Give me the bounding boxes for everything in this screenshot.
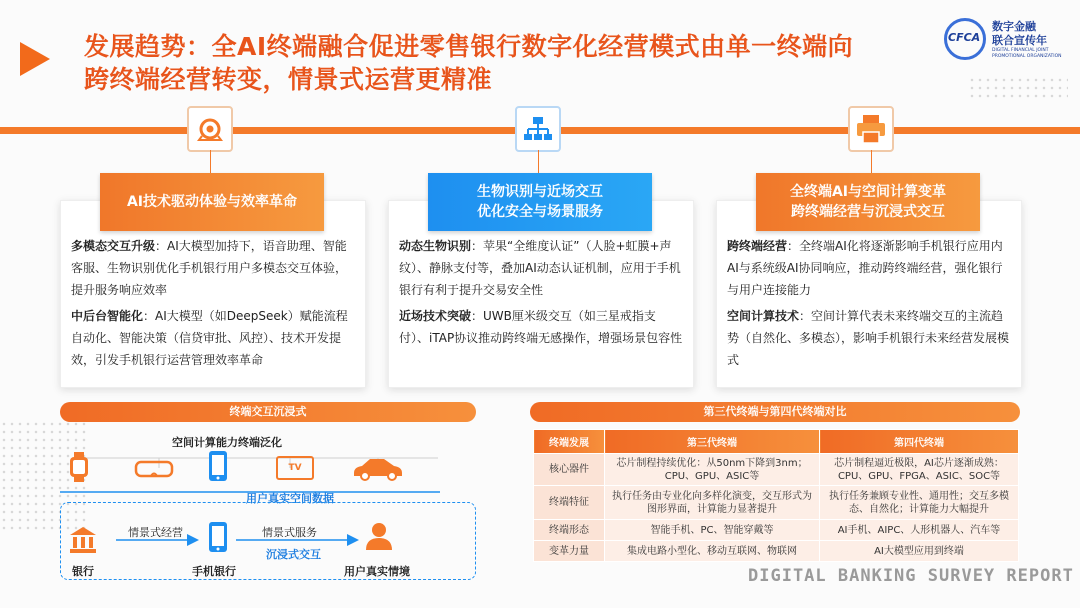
user-scene-label: 用户真实情境 xyxy=(344,565,410,578)
card3-para2 xyxy=(727,305,1013,371)
printer-icon xyxy=(850,108,892,150)
card1-para1-label: 多模态交互升级 xyxy=(71,239,156,253)
table-row xyxy=(534,486,1019,520)
tv-label: TV xyxy=(288,463,302,473)
table-cell: 集成电路小型化、移动互联网、物联网 xyxy=(605,541,820,562)
user-space-data-label: 用户真实空间数据 xyxy=(246,492,334,505)
mobile-bank-label: 手机银行 xyxy=(192,565,236,578)
logo-mark: CFCA xyxy=(948,31,981,44)
tv-icon xyxy=(276,456,314,480)
table-cell: AI手机、AIPC、人形机器人、汽车等 xyxy=(820,520,1019,541)
table-row xyxy=(534,454,1019,486)
card3-para2-label: 空间计算技术 xyxy=(727,309,800,323)
card3-para2-text: ：空间计算代表未来终端交互的主流趋势（自然化、多模态），影响手机银行未来经营发展模式 xyxy=(727,309,1010,367)
table-row xyxy=(534,520,1019,541)
card2-para1 xyxy=(399,235,685,301)
dots-decoration-right xyxy=(968,76,1068,100)
card3-para1-label: 跨终端经营 xyxy=(727,239,788,253)
logo-text-en2: PROMOTIONAL ORGANIZATION xyxy=(992,54,1062,59)
card1-para1 xyxy=(71,235,357,301)
card2-header-line2: 优化安全与场景服务 xyxy=(477,204,603,220)
watch-icon xyxy=(66,452,92,482)
card2-icon-box xyxy=(515,106,561,152)
page-title xyxy=(84,30,944,96)
phone-icon xyxy=(208,450,228,482)
card2-para2-label: 近场技术突破 xyxy=(399,309,472,323)
table-cell: 智能手机、PC、智能穿戴等 xyxy=(605,520,820,541)
comparison-header: 第四代终端 xyxy=(820,430,1019,454)
link-immersive-interaction: 沉浸式交互 xyxy=(266,548,321,561)
diagram-dashed-frame xyxy=(60,502,476,580)
card1-para1-text: ：AI大模型加持下，语音助理、智能客服、生物识别优化手机银行用户多模态交互体验，提升服务响应效率 xyxy=(71,239,348,297)
bank-label: 银行 xyxy=(72,565,94,578)
card1-icon-box xyxy=(187,106,233,152)
cfca-logo xyxy=(944,18,1064,62)
link-scenario-service: 情景式服务 xyxy=(262,526,317,539)
card1-header-text: AI技术驱动体验与效率革命 xyxy=(126,194,298,210)
diagram-title-bar: 终端交互沉浸式 xyxy=(60,402,476,422)
card2-connector xyxy=(538,150,539,174)
logo-text-cn1: 数字金融 xyxy=(992,20,1036,33)
page-title-line1: 发展趋势：全AI终端融合促进零售银行数字化经营模式由单一终端向 xyxy=(84,32,854,61)
table-cell: 核心器件 xyxy=(534,454,605,486)
report-watermark: DIGITAL BANKING SURVEY REPORT xyxy=(748,566,1074,586)
card2-para2-text: ：UWB厘米级交互（如三星戒指支付）、iTAP协议推动跨终端无感操作，增强场景包容性 xyxy=(399,309,683,345)
comparison-header: 第三代终端 xyxy=(605,430,820,454)
card3-body xyxy=(727,235,1013,371)
vr-glasses-icon xyxy=(134,458,174,480)
comparison-header: 终端发展 xyxy=(534,430,605,454)
card3-header-line2: 跨终端经营与沉浸式交互 xyxy=(791,204,945,220)
diagram-subtitle: 空间计算能力终端泛化 xyxy=(172,436,282,449)
card1-para2 xyxy=(71,305,357,371)
comparison-title-bar: 第三代终端与第四代终端对比 xyxy=(530,402,1020,422)
card1-para2-label: 中后台智能化 xyxy=(71,309,144,323)
comparison-table xyxy=(533,429,1019,562)
card3-icon-box xyxy=(848,106,894,152)
mobile-bank-icon xyxy=(208,521,228,553)
target-icon xyxy=(189,108,231,150)
link-scenario-operation: 情景式经营 xyxy=(128,526,183,539)
table-cell: 芯片制程持续优化：从50nm下降到3nm；CPU、GPU、ASIC等 xyxy=(605,454,820,486)
card2-para1-label: 动态生物识别 xyxy=(399,239,472,253)
card2-body xyxy=(399,235,685,349)
table-cell: 终端特征 xyxy=(534,486,605,520)
logo-text-cn2: 联合宣传年 xyxy=(992,34,1047,47)
card2-header-line1: 生物识别与近场交互 xyxy=(477,184,603,200)
comparison-header-row xyxy=(534,430,1019,454)
title-triangle-icon xyxy=(20,42,50,76)
card1-header xyxy=(100,173,324,231)
table-cell: AI大模型应用到终端 xyxy=(820,541,1019,562)
table-cell: 芯片制程逼近极限，AI芯片逐渐成熟：CPU、GPU、FPGA、ASIC、SOC等 xyxy=(820,454,1019,486)
car-icon xyxy=(350,455,406,481)
table-row xyxy=(534,541,1019,562)
card3-header-line1: 全终端AI与空间计算变革 xyxy=(789,184,947,200)
card2-para1-text: ：苹果“全维度认证”（人脸+虹膜+声纹）、静脉支付等，叠加AI动态认证机制，应用于手机银行有利于提升交易安全性 xyxy=(399,239,681,297)
card1-body xyxy=(71,235,357,371)
bank-icon xyxy=(68,525,98,555)
card1-connector xyxy=(210,150,211,174)
card2-header xyxy=(428,173,652,231)
card3-para1 xyxy=(727,235,1013,301)
table-cell: 执行任务兼顾专业性、通用性；交互多模态、自然化；计算能力大幅提升 xyxy=(820,486,1019,520)
card1-para2-text: ：AI大模型（如DeepSeek）赋能流程自动化、智能决策（信贷审批、风控）、技术开发提效，引发手机银行运营管理效率革命 xyxy=(71,309,348,367)
page-title-line2: 跨终端经营转变，情景式运营更精准 xyxy=(84,65,493,94)
card2-para2 xyxy=(399,305,685,349)
card3-connector xyxy=(871,150,872,174)
user-icon xyxy=(364,521,394,551)
org-chart-icon xyxy=(517,108,559,150)
table-cell: 变革力量 xyxy=(534,541,605,562)
card3-para1-text: ：全终端AI化将逐渐影响手机银行应用内AI与系统级AI协同响应，推动跨终端经营，强化银行与用户连接能力 xyxy=(727,239,1003,297)
logo-text-en1: DIGITAL FINANCIAL JOINT xyxy=(992,48,1049,53)
table-cell: 执行任务由专业化向多样化演变，交互形式为图形界面，计算能力显著提升 xyxy=(605,486,820,520)
table-cell: 终端形态 xyxy=(534,520,605,541)
card3-header xyxy=(756,173,980,231)
